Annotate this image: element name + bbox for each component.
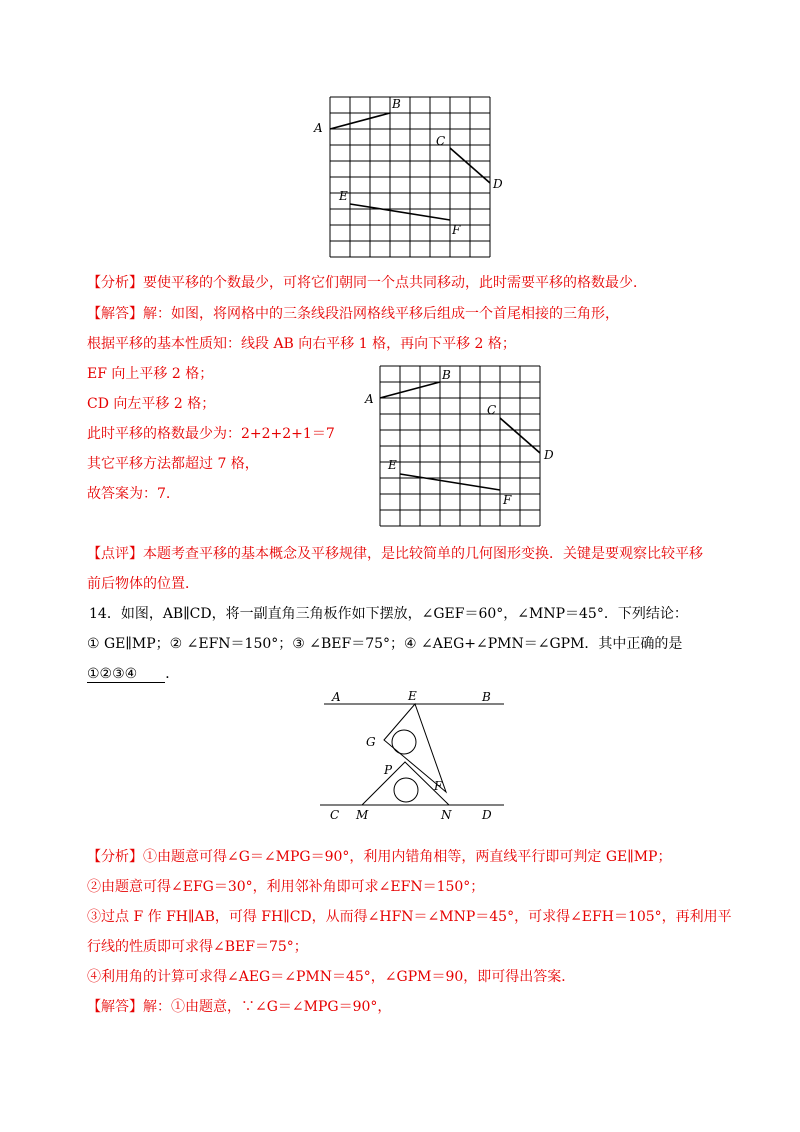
solution-14-text: 解：①由题意，∵∠G＝∠MPG＝90°，	[143, 999, 392, 1015]
label-b: B	[392, 97, 401, 111]
analysis-14-line-2: ②由题意可得∠EFG＝30°，利用邻补角即可求∠EFN＝150°；	[87, 879, 485, 895]
solution-13-line-2: 根据平移的基本性质知：线段 AB 向右平移 1 格，再向下平移 2 格；	[87, 336, 516, 352]
analysis-14-text-1: ①由题意可得∠G＝∠MPG＝90°，利用内错角相等，两直线平行即可判定 GE∥MP；	[143, 849, 672, 865]
analysis-14-line-5: ④利用角的计算可求得∠AEG＝∠PMN＝45°，∠GPM＝90，即可得出答案．	[87, 969, 576, 985]
label-g: G	[366, 735, 376, 749]
label-c: C	[436, 134, 446, 148]
label-a: A	[332, 690, 341, 704]
label-b: B	[442, 368, 451, 382]
comment-13-line-1	[87, 545, 703, 563]
solution-text-1: 解：如图，将网格中的三条线段沿网格线平移后组成一个首尾相接的三角形，	[143, 306, 619, 322]
label-c: C	[487, 403, 497, 417]
solution-13-line-7: 故答案为：7.	[87, 486, 171, 502]
grid-figure-solution	[362, 362, 562, 530]
triangle-figure	[318, 686, 508, 826]
label-e: E	[408, 689, 417, 703]
label-a: A	[314, 121, 323, 135]
grid-figure-top	[310, 92, 503, 260]
label-b: B	[482, 690, 491, 704]
label-d: D	[482, 808, 492, 822]
analysis-tag: 【分析】	[87, 275, 143, 291]
comment-text-1: 本题考查平移的基本概念及平移规律，是比较简单的几何图形变换．关键是要观察比较平移	[143, 546, 703, 562]
solution-tag: 【解答】	[87, 306, 143, 322]
solution-13-line-3: EF 向上平移 2 格；	[87, 366, 214, 382]
label-m: M	[356, 808, 369, 822]
segment-ef	[350, 204, 450, 220]
label-d: D	[493, 177, 503, 191]
question-14-answer: ①②③④	[87, 666, 165, 683]
comment-13-line-2: 前后物体的位置．	[87, 576, 199, 592]
question-14-line-1: 14．如图，AB∥CD，将一副直角三角板作如下摆放，∠GEF＝60°，∠MNP＝45°．下列结论：	[89, 606, 688, 622]
label-f: F	[503, 493, 512, 507]
label-e: E	[388, 458, 397, 472]
solution-13-line-1	[87, 305, 619, 323]
solution-13-line-4: CD 向左平移 2 格；	[87, 396, 216, 412]
circle-bottom	[394, 778, 418, 802]
analysis-14-line-4: 行线的性质即可求得∠BEF＝75°；	[87, 939, 308, 955]
label-e: E	[339, 189, 348, 203]
label-p: P	[384, 763, 393, 777]
segment-ef	[400, 474, 500, 490]
label-a: A	[365, 392, 374, 406]
label-f: F	[452, 223, 461, 237]
analysis-text: 要使平移的个数最少，可将它们朝同一个点共同移动，此时需要平移的格数最少．	[143, 275, 647, 291]
solution-14-line-1	[87, 998, 391, 1016]
analysis-14-tag: 【分析】	[87, 849, 143, 865]
solution-13-line-5: 此时平移的格数最少为：2+2+2+1＝7	[87, 426, 335, 442]
segment-ab	[380, 382, 440, 398]
label-c: C	[330, 808, 340, 822]
question-14-line-2: ① GE∥MP；② ∠EFN＝150°；③ ∠BEF＝75°；④ ∠AEG+∠PMN＝∠GPM．其中正确的是	[87, 636, 683, 652]
solution-13-line-6: 其它平移方法都超过 7 格，	[87, 456, 259, 472]
label-f: F	[434, 779, 443, 793]
question-14-answer-line	[87, 665, 179, 683]
comment-tag: 【点评】	[87, 546, 143, 562]
question-14-period: ．	[165, 666, 180, 682]
analysis-14-line-3: ③过点 F 作 FH∥AB，可得 FH∥CD，从而得∠HFN＝∠MNP＝45°，可求得∠EFH＝105°，再利用平	[87, 909, 732, 925]
analysis-13	[87, 274, 647, 292]
label-n: N	[441, 808, 452, 822]
analysis-14-line-1	[87, 848, 671, 866]
segment-ab	[330, 113, 390, 129]
label-d: D	[544, 448, 554, 462]
solution-14-tag: 【解答】	[87, 999, 143, 1015]
circle-top	[392, 730, 416, 754]
